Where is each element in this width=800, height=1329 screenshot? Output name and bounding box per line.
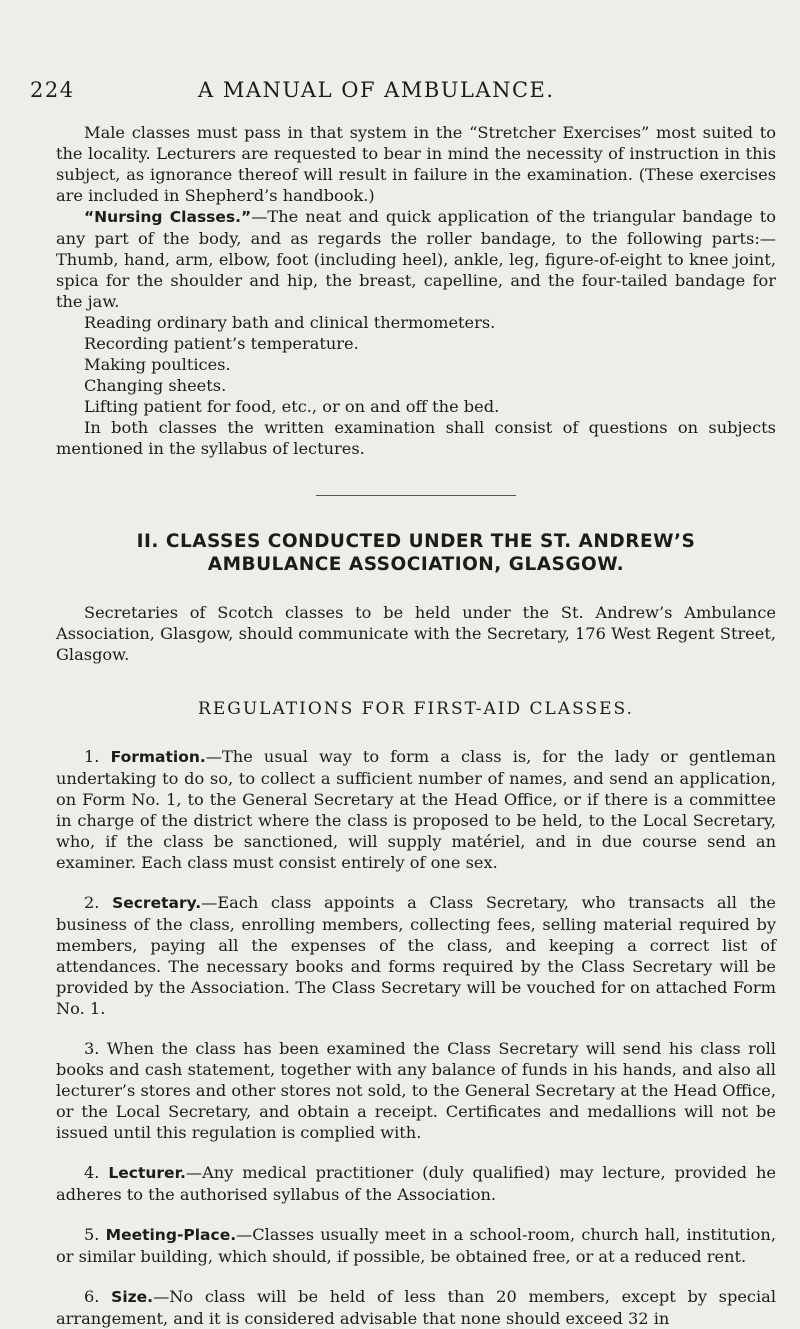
regulation-5 <box>56 1224 776 1267</box>
list-item: Reading ordinary bath and clinical thermometers. <box>84 313 496 332</box>
regulation-4 <box>56 1162 776 1205</box>
regulation-number: 6. <box>84 1287 100 1306</box>
regulation-heading: Lecturer. <box>108 1164 186 1182</box>
regulation-3 <box>56 1038 776 1143</box>
regulation-number: 4. <box>84 1163 100 1182</box>
regulation-number: 1. <box>84 747 100 766</box>
list-item: Making poultices. <box>84 355 231 374</box>
list-item: Changing sheets. <box>84 376 227 395</box>
regulation-number: 5. <box>84 1225 100 1244</box>
regulation-text: When the class has been examined the Class Secretary will send his class roll books and cash statement, together with any balance of funds in his hands, and also all lecturer’s stores and other stores not sold, to the General Secretary at the Head Office, or the Local Secretary, and obtain a receipt. Certificates and medallions will not be issued until this regulation is complied with. <box>56 1039 776 1142</box>
running-head <box>30 78 770 102</box>
nursing-classes-paragraph <box>56 206 776 312</box>
stretcher-exercises-paragraph: Male classes must pass in that system in the “Stretcher Exercises” most suited to the locality. Lecturers are requested to bear in mind the necessity of instruction in this subject, as ignorance thereof will result in failure in the examination. (These exercises are included in Shepherd’s handbook.) <box>56 123 776 205</box>
section-title <box>56 530 776 576</box>
regulation-1 <box>56 746 776 873</box>
regulation-heading: Formation. <box>110 748 206 766</box>
regulation-text: —Each class appoints a Class Secretary, who transacts all the business of the class, enrolling members, collecting fees, selling material required by members, paying all the expenses of the class, and keeping a correct list of attendances. The necessary books and forms required by the Class Secretary will be provided by the Association. The Class Secretary will be vouched for on attached Form No. 1. <box>56 893 776 1018</box>
section-title-line-2: AMBULANCE ASSOCIATION, GLASGOW. <box>207 554 625 575</box>
regulation-text: —Classes usually meet in a school-room, church hall, institution, or similar building, which should, if possible, be obtained free, or at a reduced rent. <box>56 1225 776 1266</box>
regulation-heading: Size. <box>111 1288 154 1306</box>
body-text <box>56 122 776 1329</box>
regulation-heading: Secretary. <box>112 894 202 912</box>
list-item: Recording patient’s temperature. <box>84 334 359 353</box>
regulation-text: —The usual way to form a class is, for the lady or gentleman undertaking to do so, to collect a sufficient number of names, and send an application, on Form No. 1, to the General Secretary at the Head Office, or if there is a committee in charge of the district where the class is proposed to be held, to the Local Secretary, who, if the class be sanctioned, will supply matériel, and in due course send an examiner. Each class must consist entirely of one sex. <box>56 747 776 872</box>
nursing-classes-heading: “Nursing Classes.” <box>84 208 252 226</box>
list-item: Lifting patient for food, etc., or on and off the bed. <box>84 397 500 416</box>
section-intro-paragraph: Secretaries of Scotch classes to be held under the St. Andrew’s Ambulance Association, Glasgow, should communicate with the Secretary, 176 West Regent Street, Glasgow. <box>56 603 776 664</box>
regulation-6 <box>56 1286 776 1329</box>
nursing-classes-text: —The neat and quick application of the triangular bandage to any part of the body, and as regards the roller bandage, to the following parts:—Thumb, hand, arm, elbow, foot (including heel), ankle, leg, figure-of-eight to knee joint, spica for the shoulder and hip, the breast, capelline, and the four-tailed bandage for the jaw. <box>56 207 777 311</box>
page-number: 224 <box>30 78 75 102</box>
section-title-line-1: II. CLASSES CONDUCTED UNDER THE ST. ANDREW’S <box>136 531 696 552</box>
regulation-number: 2. <box>84 893 100 912</box>
regulation-number: 3. <box>84 1039 100 1058</box>
regulation-text: —No class will be held of less than 20 members, except by special arrangement, and it is considered advisable that none should exceed 32 in <box>56 1287 776 1328</box>
regulations-title: REGULATIONS FOR FIRST-AID CLASSES. <box>198 699 634 719</box>
running-title: A MANUAL OF AMBULANCE. <box>198 78 555 102</box>
section-divider <box>316 495 516 496</box>
regulation-heading: Meeting-Place. <box>105 1226 237 1244</box>
regulation-text: —Any medical practitioner (duly qualified) may lecture, provided he adheres to the authorised syllabus of the Association. <box>56 1163 776 1204</box>
closing-paragraph: In both classes the written examination shall consist of questions on subjects mentioned in the syllabus of lectures. <box>56 418 776 458</box>
regulation-2 <box>56 892 776 1019</box>
